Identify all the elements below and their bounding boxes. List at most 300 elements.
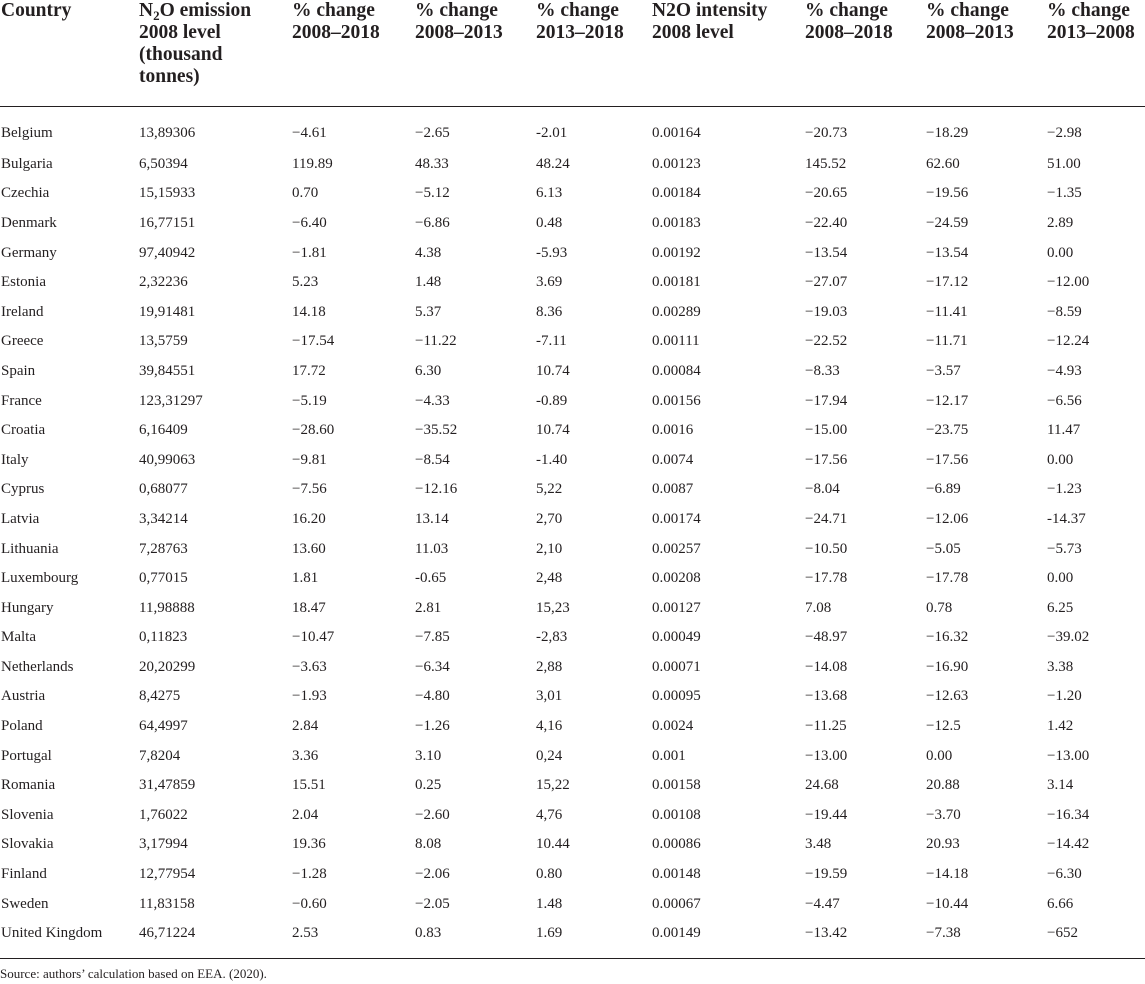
value-cell: 31,47859 [139,777,196,794]
value-cell: −5.19 [292,392,327,409]
value-cell: 123,31297 [139,392,203,409]
value-cell: 10.44 [536,836,570,853]
country-cell: Greece [1,333,44,350]
value-cell: 8,4275 [139,688,181,705]
value-cell: 0.00181 [652,274,701,291]
value-cell: -2,83 [536,629,568,646]
value-cell: −6.40 [292,214,327,231]
value-cell: −5.05 [926,540,961,557]
value-cell: 13,89306 [139,125,196,142]
value-cell: −24.59 [926,214,969,231]
value-cell: 17.72 [292,362,326,379]
header-line: tonnes) [139,66,200,87]
value-cell: 64,4997 [139,718,188,735]
country-cell: France [1,392,42,409]
table-row [0,504,1145,534]
value-cell: 0.00 [1047,451,1074,468]
value-cell: −6.86 [415,214,450,231]
value-cell: −11.71 [926,333,968,350]
country-cell: Finland [1,866,47,883]
value-cell: 3,01 [536,688,563,705]
value-cell: 3.36 [292,747,319,764]
value-cell: −35.52 [415,422,458,439]
value-cell: 3.48 [805,836,832,853]
value-cell: −1.35 [1047,185,1082,202]
source-note: Source: authors’ calculation based on EEA. (2020). [0,966,267,981]
table-row [0,800,1145,830]
value-cell: 3,34214 [139,510,188,527]
value-cell: −12.00 [1047,274,1090,291]
country-cell: United Kingdom [1,925,103,942]
value-cell: 0,77015 [139,570,188,587]
value-cell: 18.47 [292,599,326,616]
value-cell: −22.40 [805,214,848,231]
table-row [0,267,1145,297]
value-cell: 3.38 [1047,658,1074,675]
value-cell: 0.00158 [652,777,701,794]
value-cell: −6.56 [1047,392,1082,409]
value-cell: 19,91481 [139,303,196,320]
value-cell: 14.18 [292,303,326,320]
value-cell: −7.85 [415,629,450,646]
value-cell: 6,50394 [139,155,188,172]
value-cell: −12.06 [926,510,969,527]
value-cell: 0.00095 [652,688,701,705]
value-cell: 15,22 [536,777,570,794]
value-cell: −18.29 [926,125,969,142]
value-cell: 7,28763 [139,540,188,557]
value-cell: 0.00174 [652,510,701,527]
country-cell: Belgium [1,125,53,142]
value-cell: 39,84551 [139,362,196,379]
value-cell: 0.25 [415,777,442,794]
value-cell: 12,77954 [139,866,196,883]
value-cell: 46,71224 [139,925,196,942]
table-header [0,0,1145,106]
value-cell: 5,22 [536,481,563,498]
country-cell: Croatia [1,422,46,439]
value-cell: −12.17 [926,392,969,409]
value-cell: -0.89 [536,392,568,409]
value-cell: −15.00 [805,422,848,439]
value-cell: −19.44 [805,806,848,823]
country-cell: Hungary [1,599,54,616]
value-cell: 6.13 [536,185,563,202]
value-cell: 2,48 [536,570,563,587]
country-cell: Poland [1,718,43,735]
table-row [0,593,1145,623]
country-cell: Sweden [1,895,49,912]
value-cell: −48.97 [805,629,848,646]
value-cell: −13.00 [805,747,848,764]
country-cell: Spain [1,362,36,379]
table-row [0,741,1145,771]
value-cell: 4.38 [415,244,442,261]
value-cell: −6.30 [1047,866,1082,883]
header-line: % change [805,0,888,21]
country-cell: Slovakia [1,836,54,853]
value-cell: 2,32236 [139,274,188,291]
header-line: N2O intensity [652,0,768,21]
value-cell: 0.00184 [652,185,701,202]
value-cell: 3.10 [415,747,442,764]
value-cell: 6,16409 [139,422,188,439]
value-cell: −12.24 [1047,333,1090,350]
table-row [0,830,1145,860]
table-row [0,149,1145,179]
value-cell: 0.00049 [652,629,701,646]
value-cell: −3.57 [926,362,961,379]
value-cell: 6.66 [1047,895,1074,912]
country-cell: Italy [1,451,29,468]
value-cell: 20.88 [926,777,960,794]
value-cell: 0,68077 [139,481,188,498]
header-line: % change [415,0,498,21]
value-cell: −3.70 [926,806,961,823]
column-header-pct-change-2008-2013 [414,0,535,106]
value-cell: 6.30 [415,362,442,379]
value-cell: −12.5 [926,718,961,735]
table-row [0,859,1145,889]
value-cell: −17.56 [926,451,969,468]
value-cell: 1.42 [1047,718,1074,735]
value-cell: 0,11823 [139,629,188,646]
header-line: 2008–2013 [926,22,1014,43]
value-cell: −1.23 [1047,481,1082,498]
value-cell: −20.65 [805,185,848,202]
country-cell: Germany [1,244,57,261]
value-cell: 0.0024 [652,718,694,735]
header-line: 2008–2013 [415,22,503,43]
value-cell: −8.54 [415,451,450,468]
value-cell: −16.32 [926,629,969,646]
value-cell: −7.56 [292,481,327,498]
value-cell: 7.08 [805,599,832,616]
table-row [0,682,1145,712]
value-cell: −27.07 [805,274,848,291]
value-cell: −1.20 [1047,688,1082,705]
country-cell: Bulgaria [1,155,53,172]
value-cell: −11.25 [805,718,847,735]
table-row [0,918,1145,948]
value-cell: 0.00084 [652,362,701,379]
value-cell: 2.89 [1047,214,1074,231]
value-cell: −1.28 [292,866,327,883]
value-cell: 0.00156 [652,392,701,409]
table-row [0,534,1145,564]
table-body [0,106,1145,948]
value-cell: 97,40942 [139,244,196,261]
value-cell: 0.80 [536,866,563,883]
value-cell: 51.00 [1047,155,1081,172]
value-cell: −17.54 [292,333,335,350]
value-cell: −2.98 [1047,125,1082,142]
value-cell: 0.0087 [652,481,694,498]
value-cell: −17.94 [805,392,848,409]
value-cell: 2.81 [415,599,442,616]
value-cell: 11.47 [1047,422,1081,439]
column-header-n2o-emission-2008 [138,0,291,106]
country-cell: Denmark [1,214,57,231]
header-line: Country [1,0,72,21]
value-cell: 0.0074 [652,451,694,468]
table-row [0,238,1145,268]
value-cell: 11,83158 [139,895,195,912]
value-cell: −10.44 [926,895,969,912]
value-cell: −13.00 [1047,747,1090,764]
value-cell: 11,98888 [139,599,195,616]
value-cell: 0.00148 [652,866,701,883]
value-cell: 2,88 [536,658,563,675]
value-cell: −0.60 [292,895,327,912]
value-cell: 119.89 [292,155,333,172]
value-cell: 0.48 [536,214,563,231]
country-cell: Lithuania [1,540,59,557]
country-cell: Austria [1,688,46,705]
header-row [0,0,1145,106]
value-cell: 7,8204 [139,747,181,764]
column-header-intensity-pct-change-2008-2013 [925,0,1046,106]
table-row [0,711,1145,741]
country-cell: Ireland [1,303,44,320]
value-cell: −4.61 [292,125,327,142]
header-line: 2013–2018 [536,22,624,43]
value-cell: 2.04 [292,806,319,823]
country-cell: Malta [1,629,36,646]
value-cell: 8.08 [415,836,442,853]
bottom-rule [0,958,1145,959]
header-line: 2008 level [139,22,221,43]
value-cell: 0,24 [536,747,563,764]
value-cell: −39.02 [1047,629,1090,646]
country-cell: Portugal [1,747,52,764]
value-cell: 0.00 [926,747,953,764]
value-cell: −4.80 [415,688,450,705]
table-row [0,770,1145,800]
value-cell: −10.47 [292,629,335,646]
value-cell: 0.00123 [652,155,701,172]
header-line: 2013–2008 [1047,22,1135,43]
value-cell: −20.73 [805,125,848,142]
table-row [0,563,1145,593]
value-cell: −4.93 [1047,362,1082,379]
country-cell: Netherlands [1,658,74,675]
header-line: 2008–2018 [805,22,893,43]
value-cell: 10.74 [536,422,570,439]
value-cell: 15,23 [536,599,570,616]
value-cell: −2.06 [415,866,450,883]
value-cell: 16,77151 [139,214,196,231]
value-cell: 48.33 [415,155,449,172]
value-cell: 2,70 [536,510,563,527]
value-cell: 3.14 [1047,777,1074,794]
value-cell: −13.54 [926,244,969,261]
value-cell: −2.05 [415,895,450,912]
value-cell: −22.52 [805,333,848,350]
value-cell: 8.36 [536,303,563,320]
value-cell: 0.00 [1047,570,1074,587]
value-cell: 0.00 [1047,244,1074,261]
table-row [0,889,1145,919]
value-cell: 1.48 [415,274,442,291]
value-cell: 24.68 [805,777,839,794]
value-cell: 0.70 [292,185,319,202]
value-cell: 0.00257 [652,540,701,557]
value-cell: 0.00164 [652,125,701,142]
value-cell: −16.34 [1047,806,1090,823]
value-cell: −19.03 [805,303,848,320]
value-cell: -14.37 [1047,510,1086,527]
value-cell: 3,17994 [139,836,188,853]
table-row [0,106,1145,149]
value-cell: 2.53 [292,925,319,942]
value-cell: 1.69 [536,925,563,942]
value-cell: −17.56 [805,451,848,468]
value-cell: −12.16 [415,481,458,498]
value-cell: −5.73 [1047,540,1082,557]
value-cell: 0.78 [926,599,953,616]
value-cell: 0.00067 [652,895,701,912]
column-header-pct-change-2008-2018 [291,0,414,106]
value-cell: 48.24 [536,155,570,172]
value-cell: −652 [1047,925,1078,942]
value-cell: −9.81 [292,451,327,468]
value-cell: 6.25 [1047,599,1074,616]
value-cell: −2.60 [415,806,450,823]
value-cell: 2.84 [292,718,319,735]
value-cell: −17.12 [926,274,969,291]
value-cell: −19.59 [805,866,848,883]
value-cell: −2.65 [415,125,450,142]
table-row [0,356,1145,386]
value-cell: 13,5759 [139,333,188,350]
value-cell: 16.20 [292,510,326,527]
value-cell: −19.56 [926,185,969,202]
value-cell: −1.26 [415,718,450,735]
value-cell: 0.00127 [652,599,701,616]
value-cell: -7.11 [536,333,567,350]
table-row [0,297,1145,327]
value-cell: 145.52 [805,155,847,172]
value-cell: −6.34 [415,658,450,675]
table-row [0,623,1145,653]
value-cell: 1.48 [536,895,563,912]
value-cell: 0.83 [415,925,442,942]
value-cell: −14.08 [805,658,848,675]
table-row [0,652,1145,682]
table-row [0,445,1145,475]
value-cell: −14.18 [926,866,969,883]
value-cell: 4,16 [536,718,563,735]
table-row [0,179,1145,209]
column-header-pct-change-2013-2018 [535,0,651,106]
value-cell: 0.00108 [652,806,701,823]
value-cell: −1.93 [292,688,327,705]
header-line: 2008–2018 [292,22,380,43]
value-cell: 13.60 [292,540,326,557]
value-cell: 0.00149 [652,925,701,942]
value-cell: 1,76022 [139,806,188,823]
value-cell: −3.63 [292,658,327,675]
table-row [0,386,1145,416]
country-cell: Slovenia [1,806,54,823]
value-cell: -0.65 [415,570,447,587]
column-header-intensity-pct-change-2008-2018 [804,0,925,106]
column-header-n2o-intensity-2008 [651,0,804,106]
country-cell: Latvia [1,510,40,527]
value-cell: −7.38 [926,925,961,942]
value-cell: 13.14 [415,510,449,527]
header-line: (thousand [139,44,223,65]
header-line: % change [1047,0,1130,21]
value-cell: −4.33 [415,392,450,409]
value-cell: 0.00111 [652,333,700,350]
value-cell: 0.001 [652,747,686,764]
value-cell: −1.81 [292,244,327,261]
value-cell: 40,99063 [139,451,196,468]
value-cell: −16.90 [926,658,969,675]
value-cell: 15,15933 [139,185,196,202]
value-cell: −11.41 [926,303,968,320]
value-cell: 0.00071 [652,658,701,675]
value-cell: 1.81 [292,570,319,587]
value-cell: 5.23 [292,274,319,291]
column-header-country [0,0,138,106]
value-cell: 4,76 [536,806,563,823]
value-cell: 19.36 [292,836,326,853]
value-cell: 20.93 [926,836,960,853]
value-cell: 2,10 [536,540,563,557]
country-cell: Cyprus [1,481,45,498]
column-header-intensity-pct-change-2013-2008 [1046,0,1145,106]
value-cell: 3.69 [536,274,563,291]
header-line: $N_2O$ emission [139,0,252,23]
header-line: 2008 level [652,22,734,43]
value-cell: −24.71 [805,510,848,527]
value-cell: 0.00086 [652,836,701,853]
value-cell: -2.01 [536,125,568,142]
value-cell: −13.68 [805,688,848,705]
value-cell: 10.74 [536,362,570,379]
value-cell: -5.93 [536,244,568,261]
value-cell: −6.89 [926,481,961,498]
country-cell: Czechia [1,185,50,202]
value-cell: −17.78 [926,570,969,587]
value-cell: 62.60 [926,155,960,172]
value-cell: −8.33 [805,362,840,379]
value-cell: −28.60 [292,422,335,439]
value-cell: −14.42 [1047,836,1090,853]
value-cell: 20,20299 [139,658,196,675]
value-cell: 11.03 [415,540,449,557]
table-row [0,327,1145,357]
value-cell: -1.40 [536,451,568,468]
value-cell: −23.75 [926,422,969,439]
value-cell: −10.50 [805,540,848,557]
country-cell: Estonia [1,274,46,291]
value-cell: −13.54 [805,244,848,261]
country-cell: Luxembourg [1,570,79,587]
value-cell: −12.63 [926,688,969,705]
table-row [0,475,1145,505]
value-cell: −5.12 [415,185,450,202]
country-cell: Romania [1,777,56,794]
table-row [0,415,1145,445]
value-cell: −17.78 [805,570,848,587]
value-cell: 0.00183 [652,214,701,231]
value-cell: 5.37 [415,303,442,320]
value-cell: 0.0016 [652,422,694,439]
